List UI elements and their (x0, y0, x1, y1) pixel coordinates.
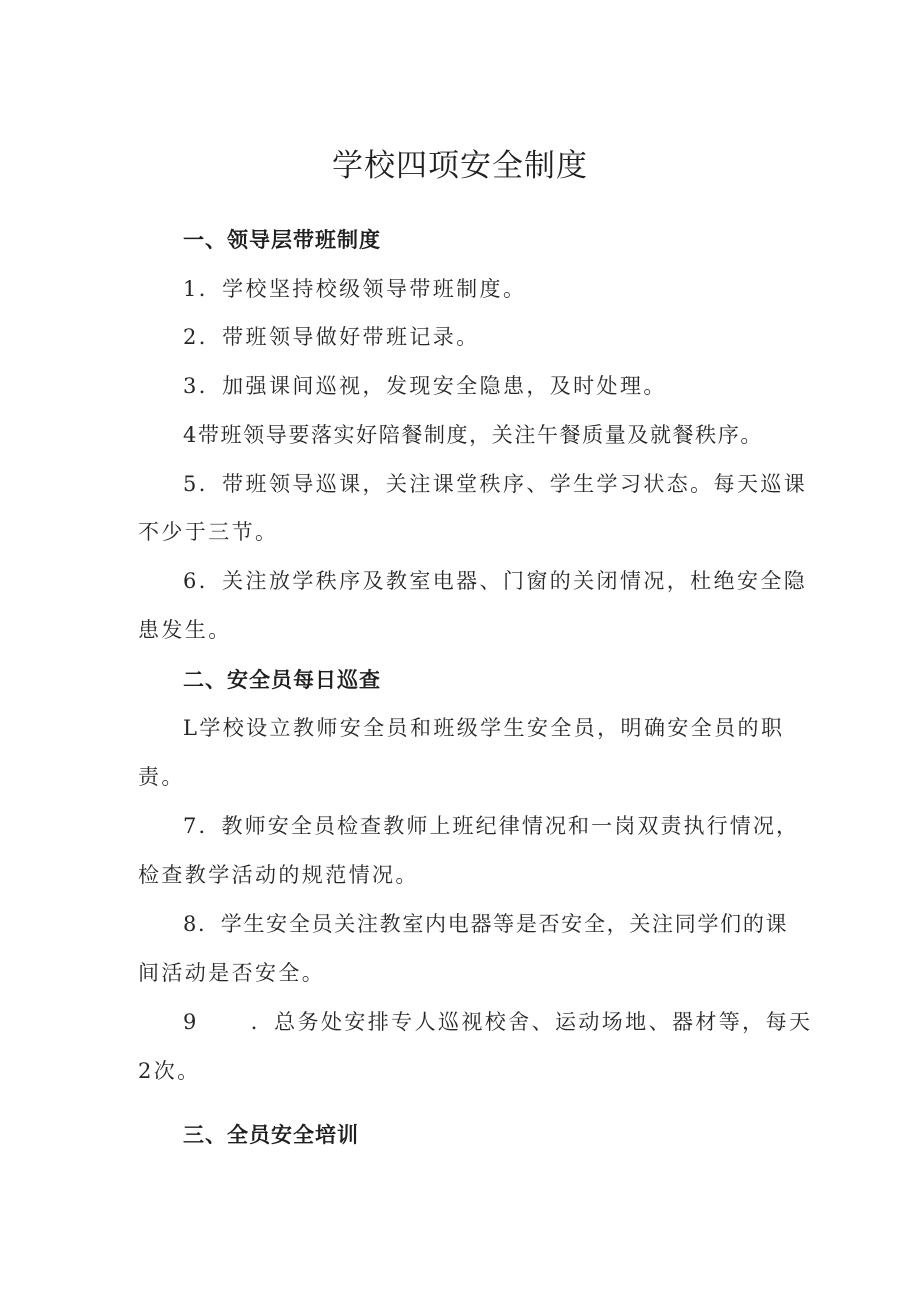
section-heading-1: 一、领导层带班制度 (183, 228, 381, 252)
paragraph-item-5-line-1: 5．带班领导巡课，关注课堂秩序、学生学习状态。每天巡课 (183, 472, 808, 496)
item-9-text: ．总务处安排专人巡视校舍、运动场地、器材等，每天 (250, 1010, 813, 1034)
paragraph-item-9-line-2: 2次。 (138, 1059, 201, 1083)
paragraph-item-1: 1．学校坚持校级领导带班制度。 (183, 277, 527, 301)
paragraph-item-4: 4带班领导要落实好陪餐制度，关注午餐质量及就餐秩序。 (183, 423, 763, 447)
paragraph-item-6-line-2: 患发生。 (138, 618, 232, 642)
paragraph-item-5-line-2: 不少于三节。 (138, 520, 279, 544)
section-heading-3: 三、全员安全培训 (183, 1123, 359, 1147)
section-heading-2: 二、安全员每日巡查 (183, 668, 381, 692)
item-9-number: 9 (183, 1010, 199, 1034)
document-title: 学校四项安全制度 (332, 148, 588, 184)
paragraph-item-l-line-2: 责。 (138, 765, 185, 789)
paragraph-item-7-line-1: 7．教师安全员检查教师上班纪律情况和一岗双责执行情况， (183, 814, 800, 838)
paragraph-item-2: 2．带班领导做好带班记录。 (183, 325, 480, 349)
paragraph-item-6-line-1: 6．关注放学秩序及教室电器、门窗的关闭情况，杜绝安全隐 (183, 569, 808, 593)
paragraph-item-3: 3．加强课间巡视，发现安全隐患，及时处理。 (183, 374, 667, 398)
paragraph-item-8-line-1: 8．学生安全员关注教室内电器等是否安全，关注同学们的课 (183, 912, 789, 936)
paragraph-item-9-line-1 (183, 1008, 812, 1036)
paragraph-item-7-line-2: 检查教学活动的规范情况。 (138, 863, 419, 887)
paragraph-item-l-line-1: L学校设立教师安全员和班级学生安全员，明确安全员的职 (183, 716, 785, 740)
paragraph-item-8-line-2: 间活动是否安全。 (138, 961, 326, 985)
